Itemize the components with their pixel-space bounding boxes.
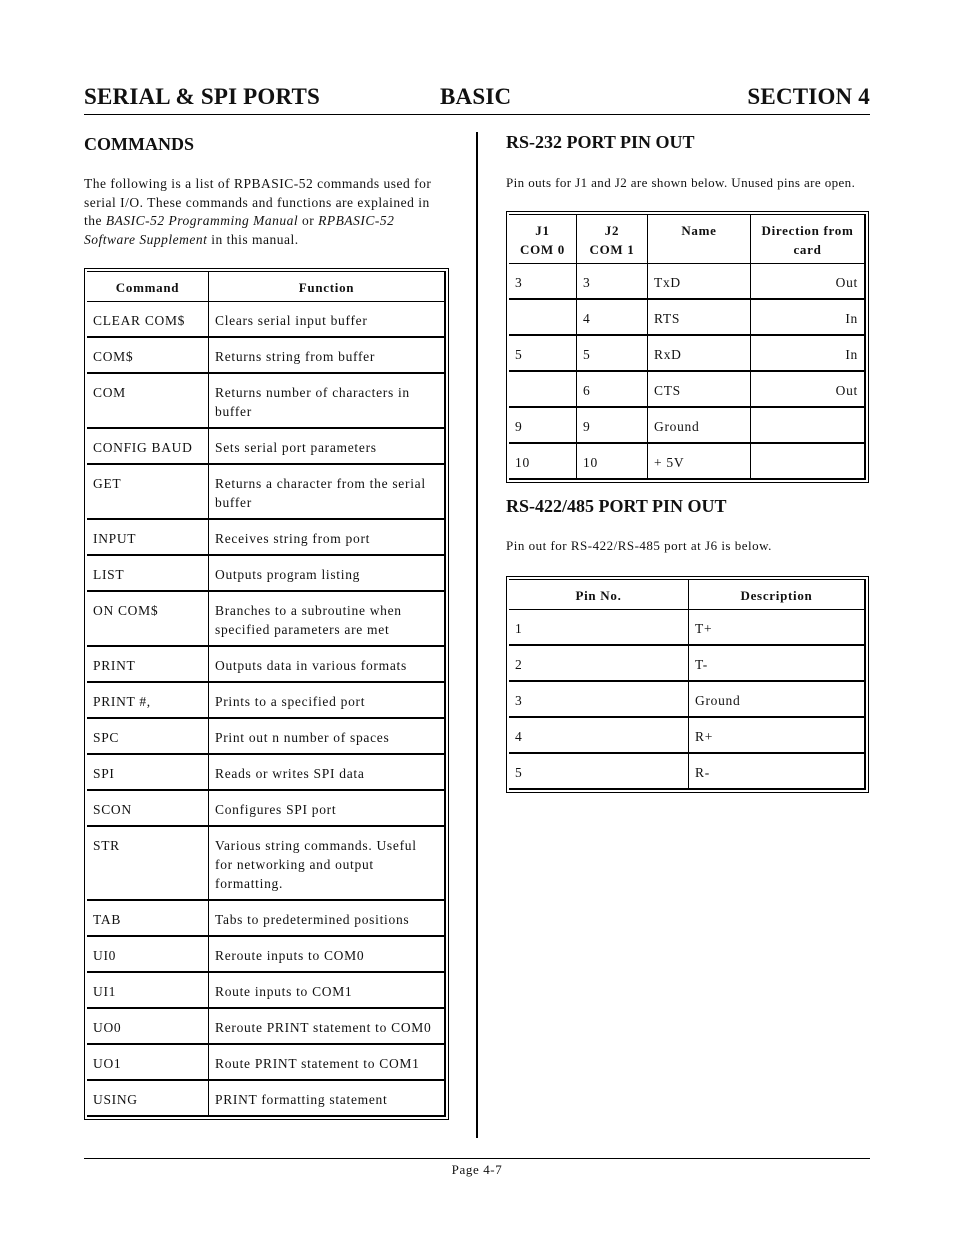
commands-cell: SCON xyxy=(87,789,208,825)
rs232-cell: 3 xyxy=(576,263,647,298)
rs232-row xyxy=(509,263,866,298)
commands-heading: COMMANDS xyxy=(84,134,194,154)
footer-rule xyxy=(84,1158,870,1159)
rs422-cell: 5 xyxy=(509,752,688,790)
commands-row xyxy=(87,463,446,518)
commands-row xyxy=(87,1043,446,1079)
rs232-cell: 5 xyxy=(576,334,647,370)
commands-cell: Prints to a specified port xyxy=(208,681,446,717)
commands-row xyxy=(87,645,446,681)
rs422-cell: R- xyxy=(688,752,866,790)
rs232-cell xyxy=(750,406,866,442)
rs422-cell: R+ xyxy=(688,716,866,752)
commands-cell: CONFIG BAUD xyxy=(87,427,208,463)
commands-cell: SPI xyxy=(87,753,208,789)
commands-cell: Returns string from buffer xyxy=(208,336,446,372)
commands-cell: UO0 xyxy=(87,1007,208,1043)
rs232-cell: 6 xyxy=(576,370,647,406)
j2-label: J2 xyxy=(604,223,620,238)
rs422-heading: RS-422/485 PORT PIN OUT xyxy=(506,496,727,516)
column-divider xyxy=(476,132,478,1138)
commands-cell: UI1 xyxy=(87,971,208,1007)
rs422-cell: T+ xyxy=(688,609,866,644)
commands-cell: PRINT #, xyxy=(87,681,208,717)
rs422-intro: Pin out for RS-422/RS-485 port at J6 is below. xyxy=(506,538,772,553)
commands-cell: Reroute inputs to COM0 xyxy=(208,935,446,971)
rs232-cell: 10 xyxy=(509,442,576,480)
column-header-pin-no: Pin No. xyxy=(509,579,688,609)
rs232-cell: RTS xyxy=(647,298,750,334)
commands-row xyxy=(87,427,446,463)
commands-cell: Outputs program listing xyxy=(208,554,446,590)
column-header-name xyxy=(647,214,750,263)
commands-cell: Route PRINT statement to COM1 xyxy=(208,1043,446,1079)
rs422-row xyxy=(509,609,866,644)
j2-sublabel: COM 1 xyxy=(589,242,635,257)
rs422-row xyxy=(509,716,866,752)
rs232-cell: 9 xyxy=(576,406,647,442)
commands-cell: GET xyxy=(87,463,208,518)
commands-row xyxy=(87,301,446,336)
commands-row xyxy=(87,717,446,753)
commands-cell: PRINT formatting statement xyxy=(208,1079,446,1117)
j1-label: J1 xyxy=(535,223,550,238)
commands-cell: Print out n number of spaces xyxy=(208,717,446,753)
commands-row xyxy=(87,554,446,590)
commands-row xyxy=(87,681,446,717)
commands-cell: Clears serial input buffer xyxy=(208,301,446,336)
commands-cell: Returns a character from the serial buffer xyxy=(208,463,446,518)
rs232-cell: 10 xyxy=(576,442,647,480)
commands-cell: UO1 xyxy=(87,1043,208,1079)
rs422-cell: 4 xyxy=(509,716,688,752)
commands-header-row xyxy=(87,271,446,301)
direction-sublabel: card xyxy=(793,242,822,257)
commands-table xyxy=(84,268,449,1120)
rs232-row xyxy=(509,334,866,370)
commands-row xyxy=(87,518,446,554)
rs232-cell: Out xyxy=(750,370,866,406)
commands-cell: STR xyxy=(87,825,208,899)
commands-cell: CLEAR COM$ xyxy=(87,301,208,336)
rs422-row xyxy=(509,752,866,790)
rs232-cell: 9 xyxy=(509,406,576,442)
commands-row xyxy=(87,372,446,427)
commands-cell: Reads or writes SPI data xyxy=(208,753,446,789)
commands-cell: Tabs to predetermined positions xyxy=(208,899,446,935)
intro-text-2: or xyxy=(298,213,319,228)
name-label: Name xyxy=(681,223,717,238)
commands-cell: Branches to a subroutine when specified parameters are met xyxy=(208,590,446,645)
commands-cell: Configures SPI port xyxy=(208,789,446,825)
commands-row xyxy=(87,1079,446,1117)
page-header xyxy=(84,84,870,115)
header-left-title: SERIAL & SPI PORTS xyxy=(84,84,321,109)
commands-cell: COM$ xyxy=(87,336,208,372)
rs232-cell xyxy=(750,442,866,480)
commands-intro xyxy=(84,175,444,249)
column-header-j2 xyxy=(576,214,647,263)
commands-cell: Route inputs to COM1 xyxy=(208,971,446,1007)
commands-cell: UI0 xyxy=(87,935,208,971)
rs422-cell: 2 xyxy=(509,644,688,680)
column-header-direction xyxy=(750,214,866,263)
commands-cell: TAB xyxy=(87,899,208,935)
commands-cell: Outputs data in various formats xyxy=(208,645,446,681)
rs232-cell: + 5V xyxy=(647,442,750,480)
rs232-row xyxy=(509,442,866,480)
commands-row xyxy=(87,825,446,899)
rs232-cell xyxy=(509,370,576,406)
rs422-row xyxy=(509,680,866,716)
commands-row xyxy=(87,1007,446,1043)
rs422-table xyxy=(506,576,869,793)
commands-cell: Reroute PRINT statement to COM0 xyxy=(208,1007,446,1043)
rs422-cell: 3 xyxy=(509,680,688,716)
rs232-cell: Out xyxy=(750,263,866,298)
rs232-row xyxy=(509,298,866,334)
commands-cell: USING xyxy=(87,1079,208,1117)
commands-row xyxy=(87,935,446,971)
column-header-description: Description xyxy=(688,579,866,609)
intro-manual-1: BASIC-52 Programming Manual xyxy=(105,213,299,228)
rs422-row xyxy=(509,644,866,680)
commands-cell: Various string commands. Useful for networking and output formatting. xyxy=(208,825,446,899)
page-number: Page 4-7 xyxy=(451,1162,503,1177)
rs232-cell: TxD xyxy=(647,263,750,298)
rs232-cell: CTS xyxy=(647,370,750,406)
rs422-cell: 1 xyxy=(509,609,688,644)
rs232-heading: RS-232 PORT PIN OUT xyxy=(506,132,695,152)
column-header-j1 xyxy=(509,214,576,263)
intro-manual-2: RPBASIC-52 Software Supplement xyxy=(84,213,395,247)
rs232-cell: 4 xyxy=(576,298,647,334)
commands-row xyxy=(87,899,446,935)
header-right-title: SECTION 4 xyxy=(747,84,870,109)
rs232-cell: 5 xyxy=(509,334,576,370)
intro-text-3: in this manual. xyxy=(207,231,299,247)
rs232-cell: In xyxy=(750,298,866,334)
commands-cell: LIST xyxy=(87,554,208,590)
intro-text-1: The following is a list of RPBASIC-52 commands used for serial I/O. These commands and functions are explained in the xyxy=(84,176,432,228)
commands-row xyxy=(87,590,446,645)
commands-cell: ON COM$ xyxy=(87,590,208,645)
commands-cell: SPC xyxy=(87,717,208,753)
commands-row xyxy=(87,336,446,372)
commands-cell: PRINT xyxy=(87,645,208,681)
commands-row xyxy=(87,971,446,1007)
rs232-header-row xyxy=(509,214,866,263)
rs232-table xyxy=(506,211,869,483)
rs422-cell: T- xyxy=(688,644,866,680)
direction-label: Direction from xyxy=(761,223,854,238)
j1-sublabel: COM 0 xyxy=(519,242,566,257)
rs232-cell: Ground xyxy=(647,406,750,442)
commands-cell: COM xyxy=(87,372,208,427)
header-center-title: BASIC xyxy=(440,84,512,109)
rs232-intro: Pin outs for J1 and J2 are shown below. Unused pins are open. xyxy=(506,175,856,190)
commands-row xyxy=(87,789,446,825)
rs232-cell: 3 xyxy=(509,263,576,298)
rs232-cell xyxy=(509,298,576,334)
rs232-cell: In xyxy=(750,334,866,370)
commands-cell: Receives string from port xyxy=(208,518,446,554)
rs422-cell: Ground xyxy=(688,680,866,716)
rs232-cell: RxD xyxy=(647,334,750,370)
rs232-row xyxy=(509,406,866,442)
commands-cell: Sets serial port parameters xyxy=(208,427,446,463)
rs232-row xyxy=(509,370,866,406)
column-header-command: Command xyxy=(87,271,208,301)
commands-cell: INPUT xyxy=(87,518,208,554)
commands-row xyxy=(87,753,446,789)
column-header-function: Function xyxy=(208,271,446,301)
rs422-header-row xyxy=(509,579,866,609)
commands-cell: Returns number of characters in buffer xyxy=(208,372,446,427)
